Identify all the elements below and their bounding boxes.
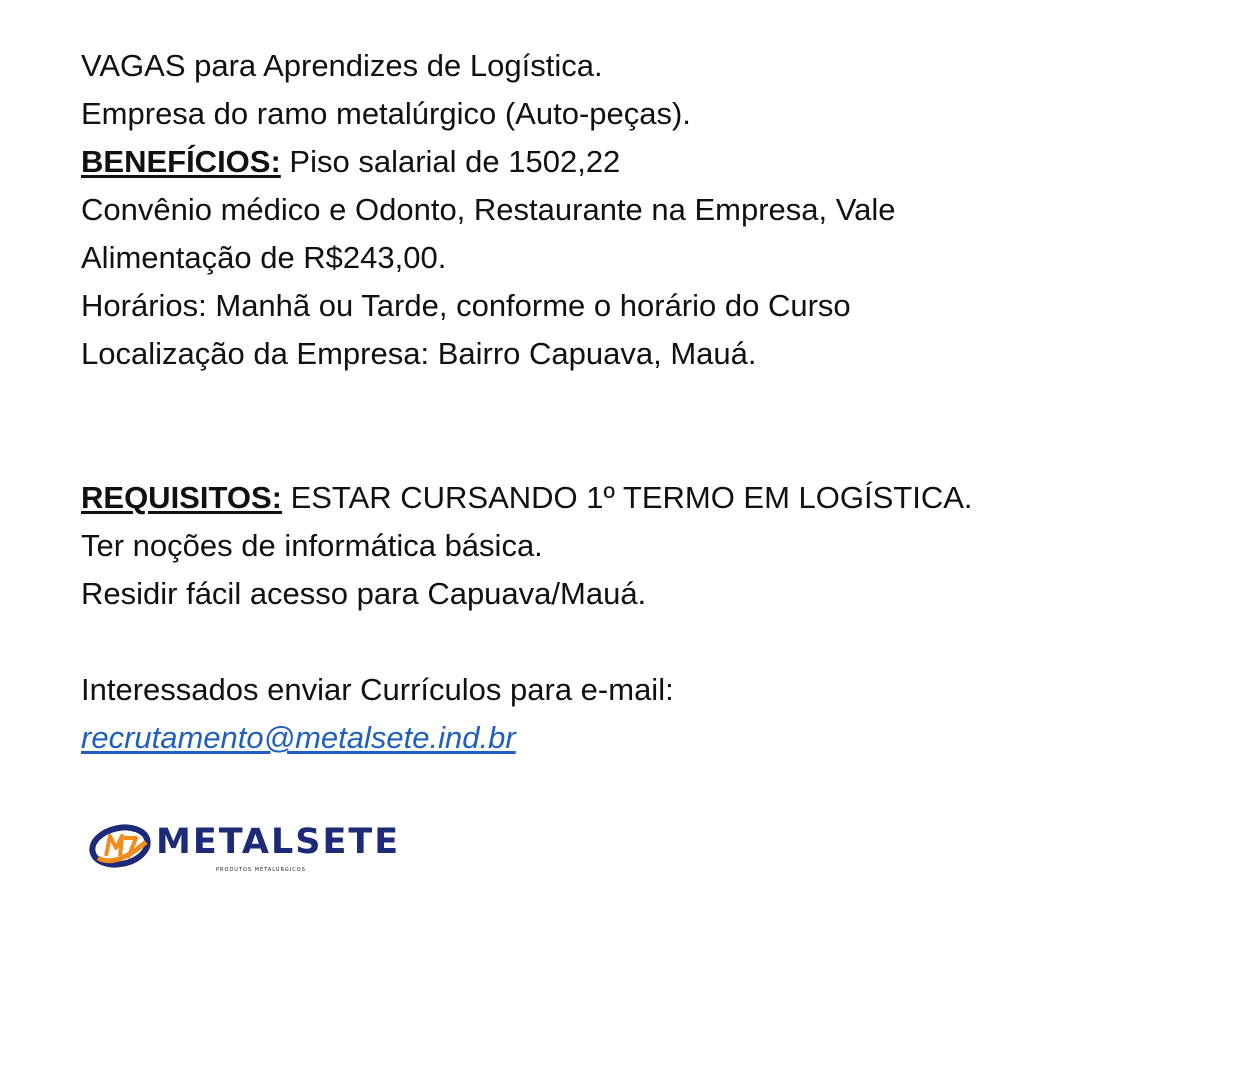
contact-line: Interessados enviar Currículos para e-mail: [81,672,674,707]
schedule-line: Horários: Manhã ou Tarde, conforme o horário do Curso [81,288,851,323]
requirements-line-3: Residir fácil acesso para Capuava/Mauá. [81,576,647,611]
requirements-heading: REQUISITOS: [81,480,282,515]
requirements-line [81,474,1201,522]
title-line: VAGAS para Aprendizes de Logística. [81,48,603,83]
email-line [81,714,1201,762]
benefits-line-2: Convênio médico e Odonto, Restaurante na Empresa, Vale [81,192,896,227]
metalsete-logo [88,808,448,888]
requirements-line-2: Ter noções de informática básica. [81,528,543,563]
blank-line [81,378,1201,426]
m7-monogram-icon [88,812,158,882]
job-posting [81,42,1201,762]
company-line: Empresa do ramo metalúrgico (Auto-peças). [81,96,691,131]
benefits-salary: Piso salarial de 1502,22 [280,144,621,179]
logo-tagline: PRODUTOS METALÚRGICOS [216,867,306,873]
logo-wordmark: METALSETE [156,822,401,862]
benefits-line [81,138,1201,186]
requirements-text: ESTAR CURSANDO 1º TERMO EM LOGÍSTICA. [281,480,973,515]
blank-line [81,618,1201,666]
email-link[interactable]: recrutamento@metalsete.ind.br [81,720,516,755]
benefits-line-3: Alimentação de R$243,00. [81,240,447,275]
location-line: Localização da Empresa: Bairro Capuava, Mauá. [81,336,757,371]
benefits-heading: BENEFÍCIOS: [81,144,281,179]
blank-line [81,426,1201,474]
